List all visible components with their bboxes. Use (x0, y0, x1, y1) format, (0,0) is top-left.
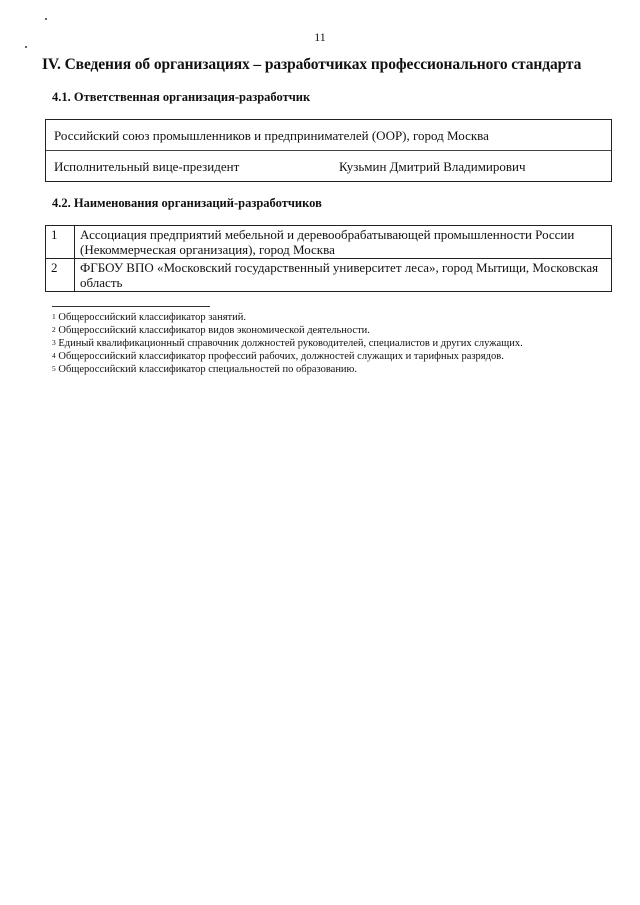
responsible-heading: 4.1. Ответственная организация-разработчик (52, 90, 311, 104)
footnote (52, 363, 612, 376)
row-number: 1 (46, 226, 75, 259)
section-title: IV. Сведения об организациях – разработчиках профессионального стандарта (42, 56, 582, 73)
footnote-mark: 2 (52, 325, 56, 334)
table-row (46, 226, 612, 259)
page-number: 11 (314, 30, 326, 44)
footnote-mark: 5 (52, 364, 56, 373)
organization-line: (Некоммерческая организация), город Москва (80, 242, 335, 257)
responsible-organization-box (45, 119, 612, 182)
footnote (52, 324, 612, 337)
table-row (46, 259, 612, 292)
footnote-text: Общероссийский классификатор профессий рабочих, должностей служащих и тарифных разрядов. (58, 351, 504, 362)
scan-speck (25, 46, 27, 48)
developers-table (45, 225, 612, 292)
organization-line: область (80, 275, 123, 290)
footnote-text: Общероссийский классификатор занятий. (58, 312, 246, 323)
organization-cell (75, 259, 612, 292)
box-divider (46, 150, 611, 151)
footnote-text: Общероссийский классификатор специальностей по образованию. (58, 364, 358, 375)
footnote-mark: 4 (52, 351, 56, 360)
footnote (52, 337, 612, 350)
footnote (52, 311, 612, 324)
footnote-mark: 3 (52, 338, 56, 347)
footnote (52, 350, 612, 363)
organization-line: Ассоциация предприятий мебельной и деревообрабатывающей промышленности России (80, 227, 575, 242)
row-number: 2 (46, 259, 75, 292)
footnote-text: Общероссийский классификатор видов экономической деятельности. (58, 325, 370, 336)
responsible-organization-name: Российский союз промышленников и предпринимателей (ООР), город Москва (54, 128, 489, 143)
responsible-position: Исполнительный вице-президент (54, 159, 240, 174)
responsible-person: Кузьмин Дмитрий Владимирович (339, 159, 526, 174)
developers-heading: 4.2. Наименования организаций-разработчиков (52, 196, 322, 210)
footnotes (52, 311, 612, 376)
footnote-mark: 1 (52, 312, 56, 321)
organization-cell (75, 226, 612, 259)
organization-line: ФГБОУ ВПО «Московский государственный университет леса», город Мытищи, Московская (80, 260, 599, 275)
footnote-text: Единый квалификационный справочник должностей руководителей, специалистов и других служащих. (58, 338, 523, 349)
scan-speck (45, 18, 47, 20)
footnote-separator (52, 306, 210, 307)
